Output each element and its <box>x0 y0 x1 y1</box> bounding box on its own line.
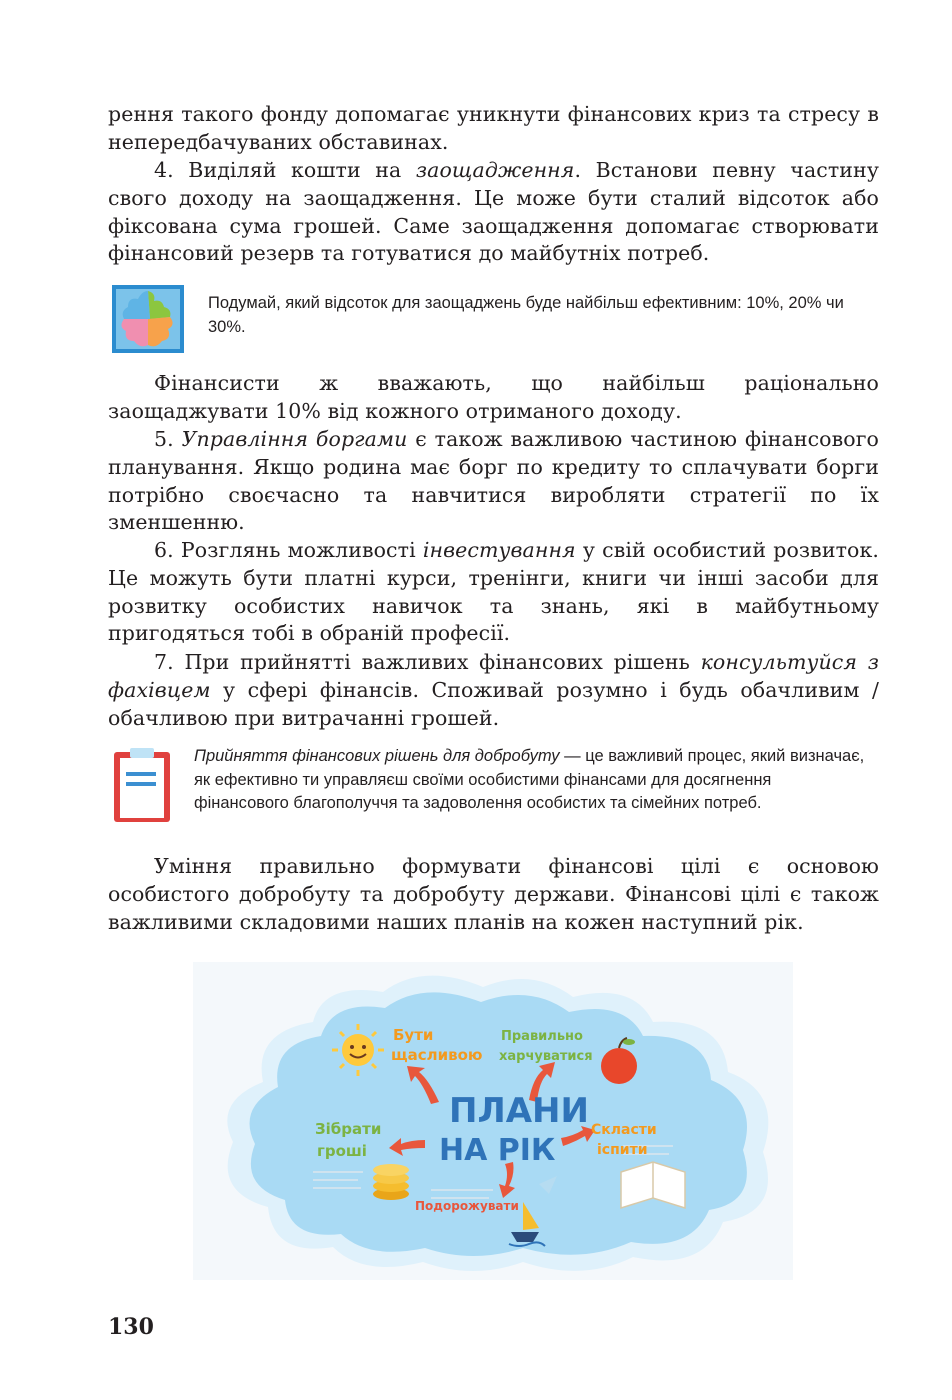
goal-travel: Подорожувати <box>415 1199 519 1213</box>
goal-exams-line1: Скласти <box>591 1122 657 1138</box>
term-debt-management: Управління боргами <box>181 427 408 451</box>
illustration-title-line2: НА РІК <box>439 1133 556 1168</box>
definition-body: — це важливий процес, який визначає, як ефективно ти управляєш своїми особистими фінансами для досягнення фінансового благополуччя та задоволення особистих та сімейних потреб. <box>194 747 865 812</box>
definition-text <box>194 745 866 816</box>
goal-happy-line1: Бути <box>393 1026 434 1044</box>
puzzle-icon <box>110 283 186 355</box>
paragraph-goals: Уміння правильно формувати фінансові цілі є основою особистого добробуту та добробуту держави. Фінансові цілі є також важливими складовими наших планів на кожен наступний рік. <box>108 854 879 934</box>
text-run: 7. При прийнятті важливих фінансових рішень <box>154 650 701 674</box>
text-run: . Встанови певну частину свого доходу на заощадження. Це може бути сталий відсоток або фіксована сума грошей. Саме заощадження допомагає створювати фінансовий резерв та готуватися до майбутніх потреб. <box>108 158 879 266</box>
coins-icon <box>373 1164 409 1200</box>
text-run: у сфері фінансів. Споживай розумно і будь обачливим / обачливою при витрачанні грошей. <box>108 677 879 730</box>
goal-food-line2: харчуватися <box>499 1049 593 1064</box>
term-consult: консультуйся з фахівцем <box>108 650 880 702</box>
paragraph-debts <box>108 426 879 537</box>
goal-happy-line2: щасливою <box>391 1046 483 1064</box>
term-savings: заощадження <box>415 158 575 182</box>
think-prompt: Подумай, який відсоток для заощаджень буде найбільш ефективним: 10%, 20% чи 30%. <box>208 294 844 336</box>
definition-term: Прийняття фінансових рішень для добробуту <box>194 747 560 765</box>
plans-illustration <box>193 962 793 1280</box>
paragraph-fund: рення такого фонду допомагає уникнути фінансових криз та стресу в непередбачуваних обставинах. <box>108 102 879 154</box>
paragraph-ten-percent: Фінансисти ж вважають, що найбільш раціонально заощаджувати 10% від кожного отриманого доходу. <box>108 371 879 423</box>
text-run: 5. <box>154 427 182 451</box>
term-investing: інвестування <box>422 538 576 562</box>
goal-money-line1: Зібрати <box>315 1120 382 1138</box>
goal-money-line2: гроші <box>317 1142 367 1160</box>
text-run: 6. Розглянь можливості <box>154 538 423 562</box>
goal-exams-line2: іспити <box>597 1142 648 1158</box>
illustration-title-line1: ПЛАНИ <box>449 1091 589 1131</box>
text-run: є також важливою частиною фінансового планування. Якщо родина має борг по кредиту то сплачувати борги потрібно своєчасно та навчитися виробляти стратегії по їх зменшенню. <box>108 427 879 535</box>
page-number: 130 <box>108 1314 154 1340</box>
text-run: у свій особистий розвиток. Це можуть бути платні курси, тренінги, книги чи інші засоби для розвитку особистих навичок та знань, які в майбутньому пригодяться тобі в обраній професії. <box>108 538 879 646</box>
text-run: 4. Виділяй кошти на <box>154 158 416 182</box>
clipboard-icon <box>110 746 174 824</box>
goal-food-line1: Правильно <box>501 1029 583 1044</box>
paragraph-consult <box>108 649 879 732</box>
paragraph-savings <box>108 157 879 268</box>
paragraph-investing <box>108 537 879 648</box>
